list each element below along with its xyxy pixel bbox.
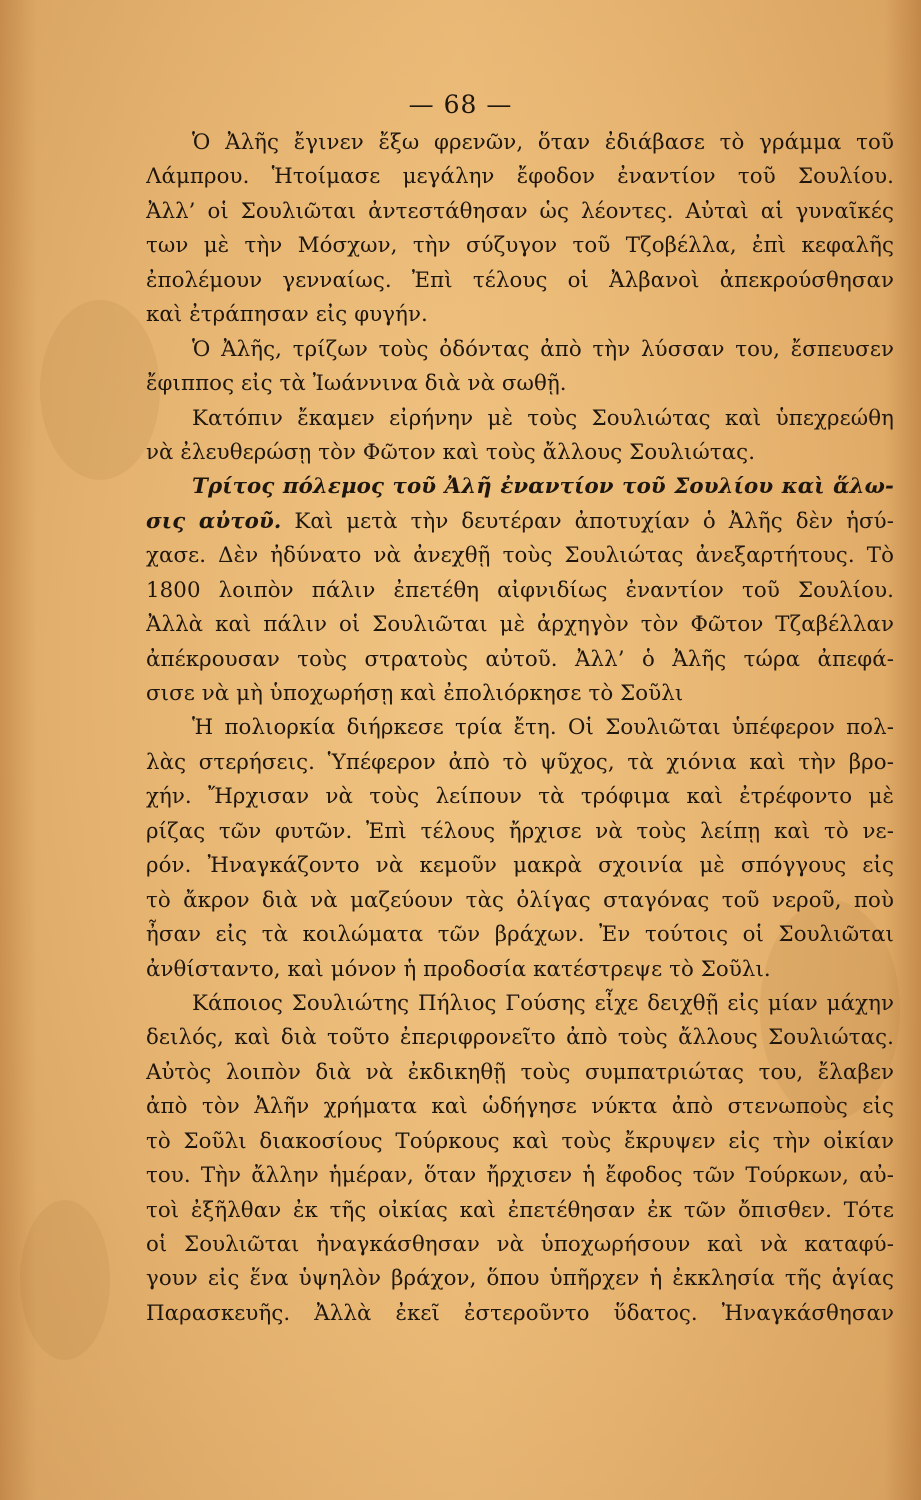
text-line: καὶ ἐτράπησαν εἰς φυγήν. (146, 302, 428, 328)
text-line: χασε. Δὲν ἠδύνατο νὰ ἀνεχθῇ τοὺς Σουλιώτας ἀνεξαρτήτους. Τὸ (146, 543, 894, 569)
text-line: Ὁ Ἀλῆς ἔγινεν ἔξω φρενῶν, ὅταν ἐδιάβασε τὸ γράμμα τοῦ (192, 130, 894, 155)
text-line: ἀνθίσταντο, καὶ μόνον ἡ προδοσία κατέστρεψε τὸ Σοῦλι. (146, 956, 771, 982)
text-line: λὰς στερήσεις. Ὑπέφερον ἀπὸ τὸ ψῦχος, τὰ χιόνια καὶ τὴν βρο- (146, 749, 894, 775)
section-heading-end: σις αὐτοῦ. (146, 508, 282, 534)
text-line: Κάποιος Σουλιώτης Πήλιος Γούσης εἶχε δειχθῇ εἰς μίαν μάχην (192, 990, 894, 1016)
section-first-sentence: Καὶ μετὰ τὴν δευτέραν ἀποτυχίαν ὁ Ἀλῆς δὲν ἡσύ- (294, 508, 894, 534)
body-text (146, 126, 894, 1331)
text-line (146, 505, 894, 539)
text-line: τοὶ ἐξῆλθαν ἐκ τῆς οἰκίας καὶ ἐπετέθησαν ἐκ τῶν ὄπισθεν. Τότε (146, 1197, 894, 1223)
text-line: ἔφιππος εἰς τὰ Ἰωάννινα διὰ νὰ σωθῇ. (146, 371, 567, 397)
text-line: ἐπολέμουν γενναίως. Ἐπὶ τέλους οἱ Ἀλβανοὶ ἀπεκρούσθησαν (146, 267, 894, 293)
paper-stain (20, 1200, 110, 1360)
text-line: ἦσαν εἰς τὰ κοιλώματα τῶν βράχων. Ἐν τούτοις οἱ Σουλιῶται (146, 922, 894, 948)
text-line: τὸ Σοῦλι διακοσίους Τούρκους καὶ τοὺς ἔκρυψεν εἰς τὴν οἰκίαν (146, 1128, 894, 1154)
text-line: του. Τὴν ἄλλην ἡμέραν, ὅταν ἤρχισεν ἡ ἔφοδος τῶν Τούρκων, αὐ- (146, 1163, 894, 1189)
text-line: Ὁ Ἀλῆς, τρίζων τοὺς ὀδόντας ἀπὸ τὴν λύσσαν του, ἔσπευσεν (192, 336, 894, 362)
text-line: δειλός, καὶ διὰ τοῦτο ἐπεριφρονεῖτο ἀπὸ τοὺς ἄλλους Σουλιώτας. (146, 1025, 894, 1051)
text-line: ρόν. Ἠναγκάζοντο νὰ κεμοῦν μακρὰ σχοινία μὲ σπόγγους εἰς (146, 853, 894, 879)
text-line: ἀπὸ τὸν Ἀλῆν χρήματα καὶ ὡδήγησε νύκτα ἀπὸ στενωποὺς εἰς (146, 1094, 894, 1120)
text-line: Κατόπιν ἔκαμεν εἰρήνην μὲ τοὺς Σουλιώτας καὶ ὑπεχρεώθη (192, 405, 894, 431)
text-line: ἀπέκρουσαν τοὺς στρατοὺς αὐτοῦ. Ἀλλ’ ὁ Ἀλῆς τώρα ἀπεφά- (146, 646, 894, 672)
text-line: των μὲ τὴν Μόσχων, τὴν σύζυγον τοῦ Τζοβέλλα, ἐπὶ κεφαλῆς (146, 233, 894, 259)
text-line: Ἀλλὰ καὶ πάλιν οἱ Σουλιῶται μὲ ἀρχηγὸν τὸν Φῶτον Τζαβέλλαν (146, 612, 894, 638)
text-line: Ἀλλ’ οἱ Σουλιῶται ἀντεστάθησαν ὡς λέοντες. Αὐταὶ αἱ γυναῖκές (146, 198, 894, 224)
section-heading-text: Τρίτος πόλεμος τοῦ Ἀλῆ ἐναντίον τοῦ Σουλίου καὶ ἅλω- (192, 474, 894, 500)
text-line: νὰ ἐλευθερώσῃ τὸν Φῶτον καὶ τοὺς ἄλλους Σουλιώτας. (146, 439, 756, 465)
text-line: ρίζας τῶν φυτῶν. Ἐπὶ τέλους ἤρχισε νὰ τοὺς λείπῃ καὶ τὸ νε- (146, 818, 894, 844)
text-line: γουν εἰς ἕνα ὑψηλὸν βράχον, ὅπου ὑπῆρχεν ἡ ἐκκλησία τῆς ἁγίας (146, 1266, 894, 1292)
text-line: σισε νὰ μὴ ὑποχωρήσῃ καὶ ἐπολιόρκησε τὸ Σοῦλι (146, 681, 684, 706)
text-line: οἱ Σουλιῶται ἠναγκάσθησαν νὰ ὑποχωρήσουν καὶ νὰ καταφύ- (146, 1232, 894, 1257)
text-line: 1800 λοιπὸν πάλιν ἐπετέθη αἰφνιδίως ἐναντίον τοῦ Σουλίου. (146, 577, 894, 603)
text-line: τὸ ἄκρον διὰ νὰ μαζεύουν τὰς ὀλίγας σταγόνας τοῦ νεροῦ, ποὺ (146, 887, 894, 913)
text-line: Λάμπρου. Ἡτοίμασε μεγάλην ἔφοδον ἐναντίον τοῦ Σουλίου. (146, 164, 894, 190)
text-line: Παρασκευῆς. Ἀλλὰ ἐκεῖ ἐστεροῦντο ὕδατος. Ἠναγκάσθησαν (146, 1300, 894, 1326)
page-number: — 68 — (408, 90, 513, 119)
text-line: Ἡ πολιορκία διήρκεσε τρία ἔτη. Οἱ Σουλιῶται ὑπέφερον πολ- (192, 715, 894, 741)
paper-stain (40, 300, 160, 480)
text-line: χήν. Ἤρχισαν νὰ τοὺς λείπουν τὰ τρόφιμα καὶ ἐτρέφοντο μὲ (146, 784, 894, 810)
section-heading (146, 470, 894, 504)
text-line: Αὐτὸς λοιπὸν διὰ νὰ ἐκδικηθῇ τοὺς συμπατριώτας του, ἔλαβεν (146, 1059, 894, 1085)
